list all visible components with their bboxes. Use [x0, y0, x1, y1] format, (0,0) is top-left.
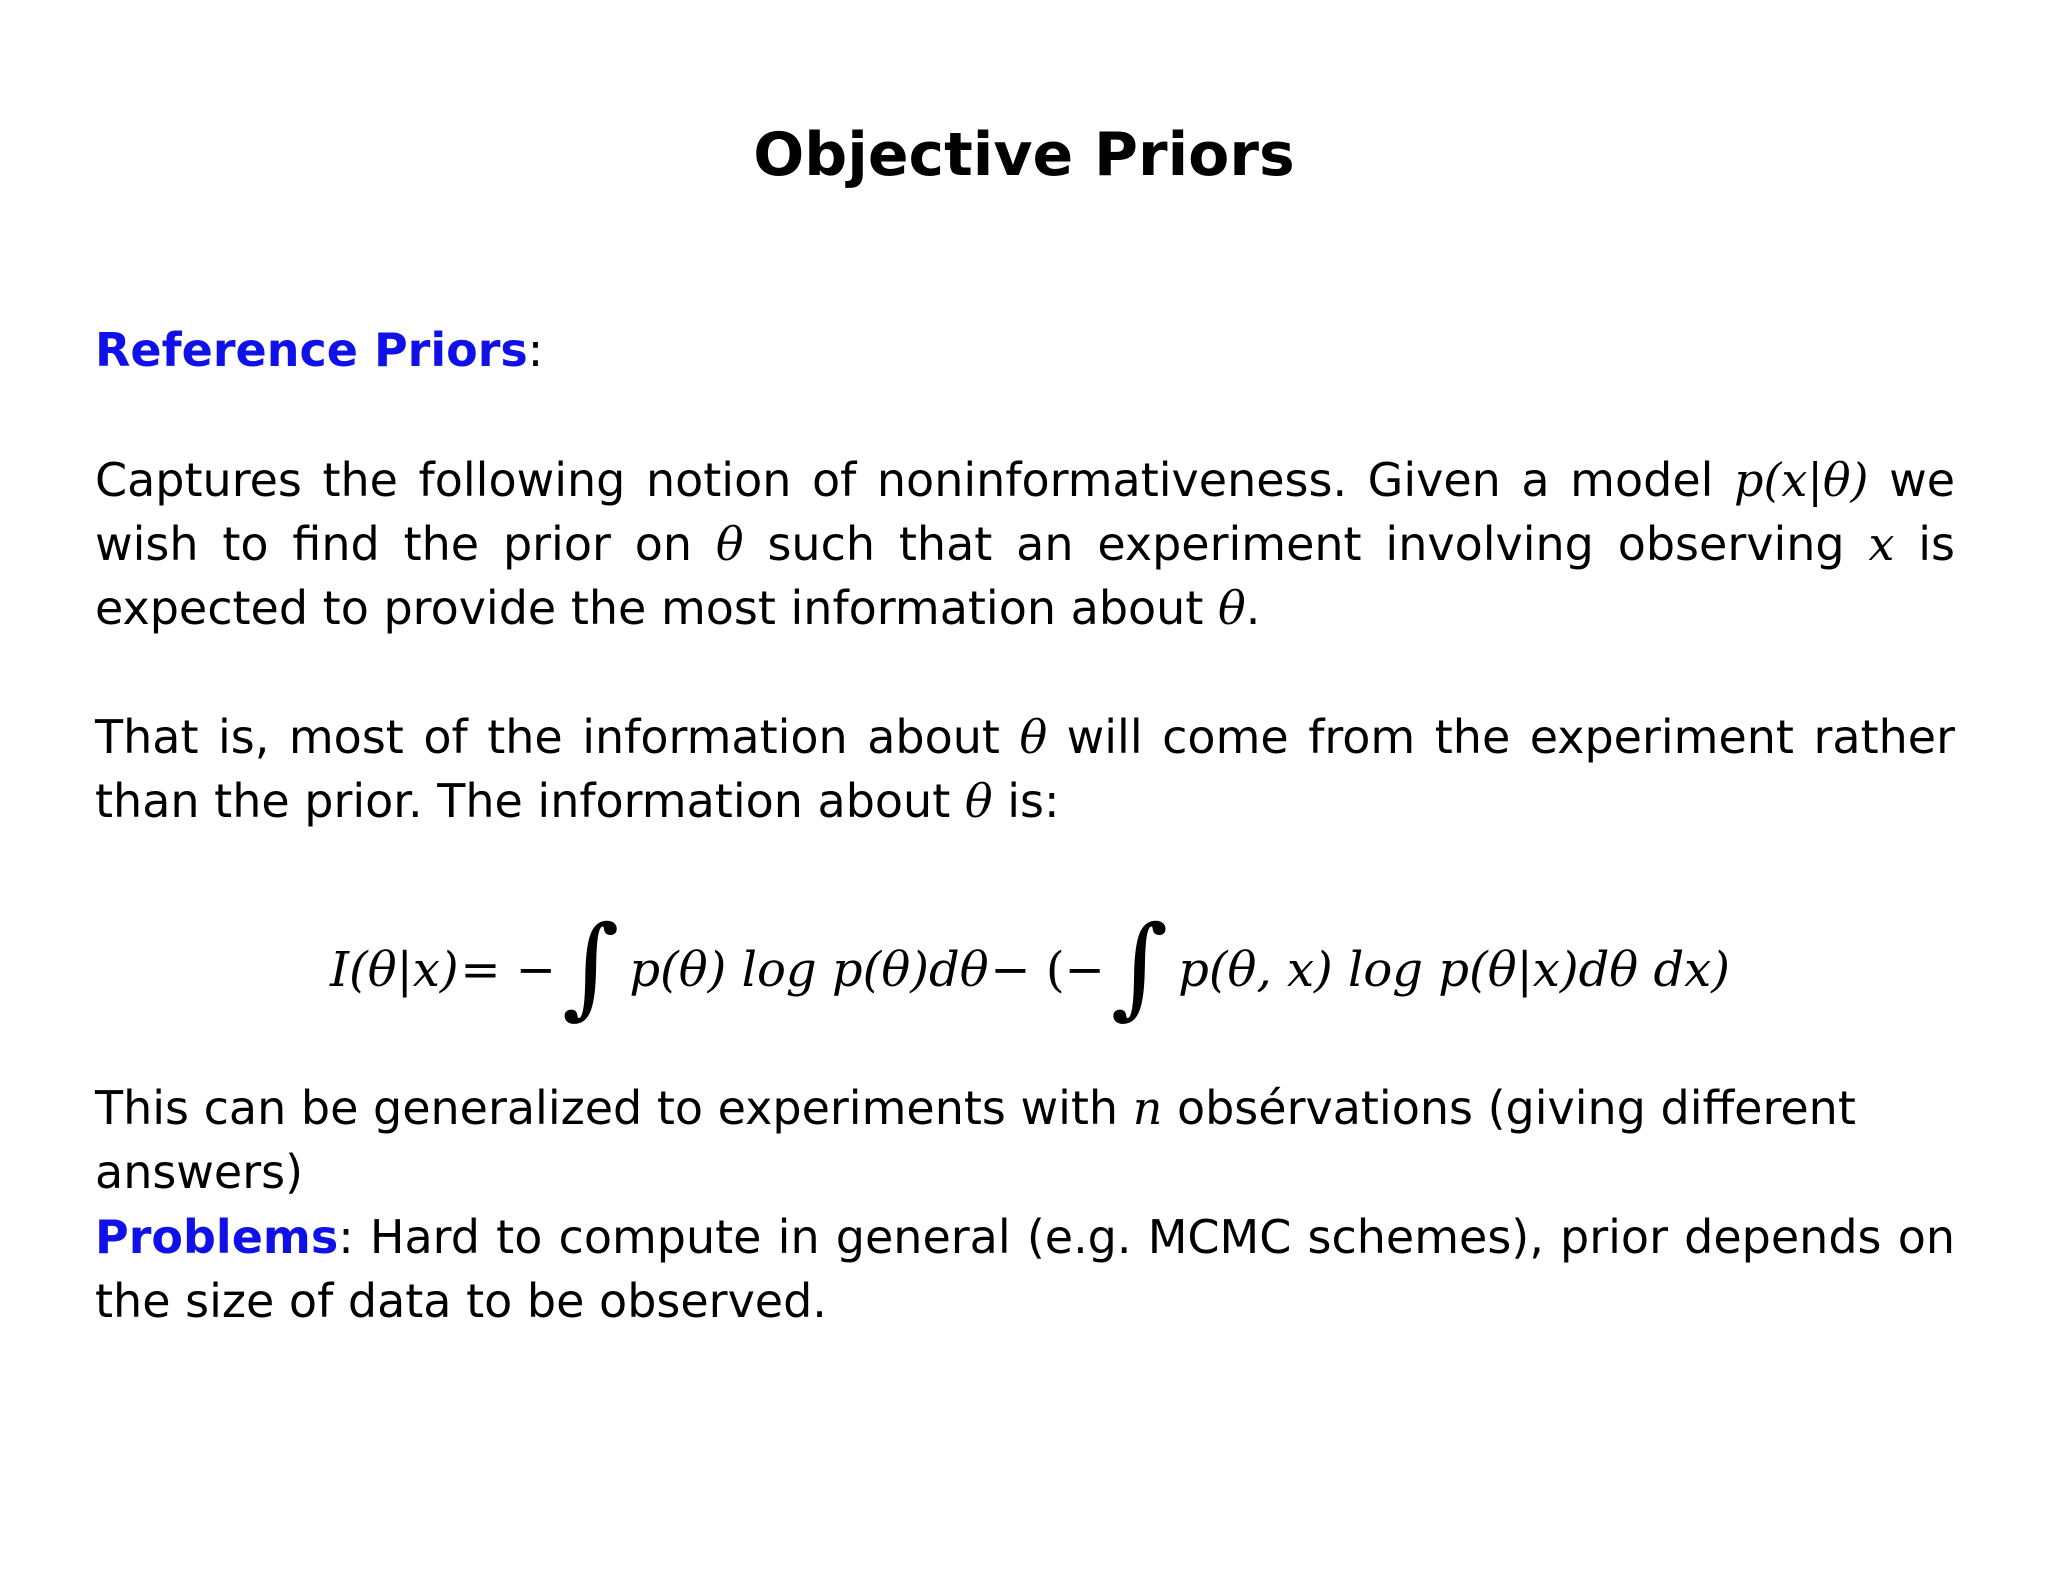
paragraph-noninformativeness [95, 448, 1955, 640]
paragraph-generalization [95, 1076, 1955, 1204]
integral-symbol: ∫ [1110, 902, 1169, 1030]
section-heading [95, 318, 1955, 382]
text-run: obsérvations (giving different answers) [95, 1081, 1856, 1199]
equation-equals: = − [460, 942, 557, 998]
heading-keyword: Reference Priors [95, 323, 528, 377]
equation-term-1: p(θ) log p(θ)dθ [629, 942, 989, 998]
equation-term-2: p(θ, x) log p(θ|x)dθ dx) [1178, 942, 1730, 998]
equation-lhs: I(θ|x) [330, 942, 459, 998]
text-run: : Hard to compute in general (e.g. MCMC schemes), prior depends on the size of data to be observed. [95, 1210, 1955, 1328]
text-run: is expected to provide the most information about [95, 517, 1956, 635]
paragraph-problems [95, 1205, 1955, 1333]
text-run: Captures the following notion of noninformativeness. Given a model [95, 453, 1734, 507]
paragraph-information [95, 705, 1955, 833]
math-theta: θ [715, 517, 744, 571]
text-run: This can be generalized to experiments with [95, 1081, 1133, 1135]
text-run: such that an experiment involving observing [743, 517, 1869, 571]
math-n: n [1132, 1081, 1163, 1135]
heading-suffix: : [527, 323, 544, 377]
math-theta: θ [1217, 581, 1246, 635]
text-run: we wish to find the prior on [95, 453, 1956, 571]
math-x: x [1868, 517, 1895, 571]
problems-keyword: Problems [95, 1210, 339, 1264]
math-theta: θ [1019, 710, 1048, 764]
text-run: will come from the experiment rather than the prior. The information about [95, 710, 1955, 828]
math-theta: θ [964, 774, 993, 828]
text-run: . [1245, 581, 1261, 635]
information-equation [330, 890, 1730, 1050]
equation-minus: − (− [990, 942, 1105, 998]
slide-title: Objective Priors [753, 120, 1295, 190]
text-run: is: [992, 774, 1060, 828]
text-run: That is, most of the information about [95, 710, 1020, 764]
integral-symbol: ∫ [562, 902, 620, 1030]
math-model: p(x|θ) [1734, 453, 1869, 507]
